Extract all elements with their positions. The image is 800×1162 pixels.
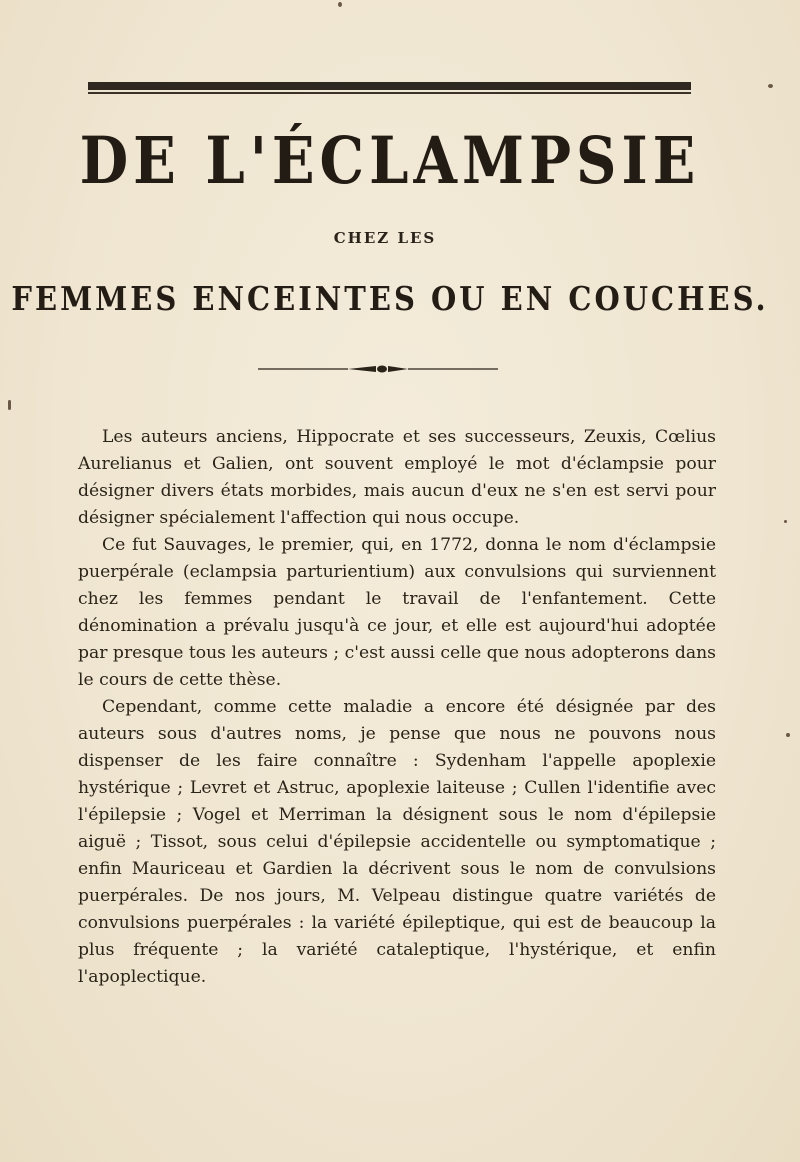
top-rule-thin bbox=[88, 92, 691, 94]
paragraph-3: Cependant, comme cette maladie a encore été désignée par des auteurs sous d'autres noms, je pense que nous ne pouvons nous dispenser de les faire connaître : Sydenham l'appelle apoplexie hystérique ; Levret et Astruc, apoplexie laiteuse ; Cullen l'identifie avec l'épilepsie ; Vogel et Merriman la désignent sous le nom d'épilepsie aiguë ; Tissot, sous celui d'épilepsie accidentelle ou symptomatique ; enfin Mauriceau et Gardien la décrivent sous le nom de convulsions puerpérales. De nos jours, M. Velpeau distingue quatre variétés de convulsions puerpérales : la variété épileptique, qui est de beaucoup la plus fréquente ; la variété cataleptique, l'hystérique, et enfin l'apoplectique. bbox=[78, 697, 716, 987]
page-title: DE L'ÉCLAMPSIE bbox=[79, 123, 701, 199]
paper-speck bbox=[768, 84, 773, 88]
subtitle-small: CHEZ LES bbox=[333, 229, 437, 247]
paper-speck bbox=[786, 733, 790, 737]
body-text bbox=[78, 424, 716, 991]
ornament-divider bbox=[258, 362, 498, 376]
paper-speck bbox=[8, 400, 11, 410]
paper-speck bbox=[784, 520, 787, 523]
subtitle-large: FEMMES ENCEINTES OU EN COUCHES. bbox=[11, 279, 769, 319]
paragraph-1: Les auteurs anciens, Hippocrate et ses successeurs, Zeuxis, Cœlius Aurelianus et Galien, ont souvent employé le mot d'éclampsie pour désigner divers états morbides, mais aucun d'eux ne s'en est servi pour désigner spécialement l'affection qui nous occupe. bbox=[78, 427, 716, 528]
top-rule bbox=[88, 82, 691, 90]
paper-speck bbox=[338, 2, 342, 7]
paragraph-2: Ce fut Sauvages, le premier, qui, en 1772, donna le nom d'éclampsie puerpérale (eclampsia parturientium) aux convulsions qui surviennent chez les femmes pendant le travail de l'enfantement. Cette dénomination a prévalu jusqu'à ce jour, et elle est aujourd'hui adoptée par presque tous les auteurs ; c'est aussi celle que nous adopterons dans le cours de cette thèse. bbox=[78, 535, 716, 690]
